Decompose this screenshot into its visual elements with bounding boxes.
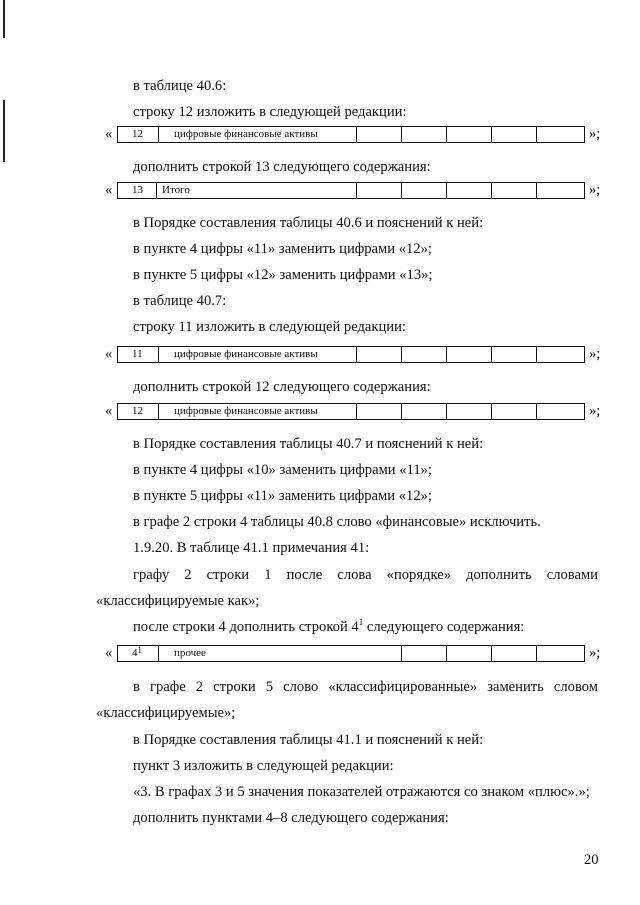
close-quote: »; — [589, 126, 601, 142]
margin-mark-top — [3, 0, 5, 38]
open-quote: « — [105, 182, 113, 198]
text-line-7: в таблице 40.7: — [133, 293, 227, 309]
row-name: прочее — [174, 647, 206, 659]
text-line-12: в пункте 5 цифры «11» заменить цифрами «12»; — [133, 488, 432, 504]
text-line-1: в таблице 40.6: — [133, 78, 227, 94]
open-quote: « — [105, 346, 113, 362]
text-line-5: в пункте 4 цифры «11» заменить цифрами «12»; — [133, 241, 432, 257]
row-number: 12 — [132, 405, 143, 417]
text-line-11: в пункте 4 цифры «10» заменить цифрами «11»; — [133, 462, 432, 478]
table-row-box — [117, 645, 585, 662]
text-line-17-start: после строки 4 дополнить строкой 4 — [133, 619, 359, 635]
text-line-22: «3. В графах 3 и 5 значения показателей отражаются со знаком «плюс».»; — [133, 784, 590, 800]
text-line-18: в графе 2 строки 5 слово «классифицированные» заменить словом — [133, 679, 598, 695]
close-quote: »; — [589, 645, 601, 661]
row-number: 11 — [132, 348, 143, 360]
text-line-2: строку 12 изложить в следующей редакции: — [133, 104, 407, 120]
text-line-13: в графе 2 строки 4 таблицы 40.8 слово «финансовые» исключить. — [133, 514, 541, 530]
table-row-addition-2 — [105, 401, 600, 421]
superscript: 1 — [358, 617, 364, 627]
close-quote: »; — [589, 403, 601, 419]
text-line-17-end: следующего содержания: — [363, 619, 525, 635]
table-row-box — [117, 403, 585, 420]
text-line-20: в Порядке составления таблицы 41.1 и пояснений к ней: — [133, 732, 484, 748]
table-row-addition-3 — [105, 643, 600, 663]
table-row-replacement-2 — [105, 344, 600, 364]
text-line-9: дополнить строкой 12 следующего содержания: — [133, 379, 431, 395]
row-number: 13 — [132, 184, 143, 196]
table-row-addition-1 — [105, 180, 600, 200]
row-number: 12 — [132, 128, 143, 140]
table-row-box — [117, 182, 585, 199]
open-quote: « — [105, 645, 113, 661]
text-line-4: в Порядке составления таблицы 40.6 и пояснений к ней: — [133, 215, 484, 231]
text-line-17 — [133, 618, 524, 636]
text-line-14: 1.9.20. В таблице 41.1 примечания 41: — [133, 540, 370, 556]
text-line-8: строку 11 изложить в следующей редакции: — [133, 319, 406, 335]
open-quote: « — [105, 403, 113, 419]
row-number: $4^1$ — [132, 645, 142, 659]
row-name: цифровые финансовые активы — [174, 405, 318, 417]
text-line-19: «классифицируемые»; — [96, 705, 236, 721]
margin-mark-middle — [3, 100, 5, 162]
text-line-10: в Порядке составления таблицы 40.7 и пояснений к ней: — [133, 436, 484, 452]
table-row-replacement-1 — [105, 124, 600, 144]
table-row-box — [117, 126, 585, 143]
text-line-21: пункт 3 изложить в следующей редакции: — [133, 758, 394, 774]
close-quote: »; — [589, 182, 601, 198]
page-number: 20 — [584, 852, 599, 868]
row-name: Итого — [162, 184, 190, 196]
row-name: цифровые финансовые активы — [174, 348, 318, 360]
open-quote: « — [105, 126, 113, 142]
close-quote: »; — [589, 346, 601, 362]
text-line-23: дополнить пунктами 4–8 следующего содержания: — [133, 810, 449, 826]
text-line-15: графу 2 строки 1 после слова «порядке» дополнить словами — [133, 567, 598, 583]
text-line-6: в пункте 5 цифры «12» заменить цифрами «13»; — [133, 267, 433, 283]
row-name: цифровые финансовые активы — [174, 128, 318, 140]
table-row-box — [117, 346, 585, 363]
text-line-3: дополнить строкой 13 следующего содержания: — [133, 159, 431, 175]
text-line-16: «классифицируемые как»; — [96, 593, 260, 609]
